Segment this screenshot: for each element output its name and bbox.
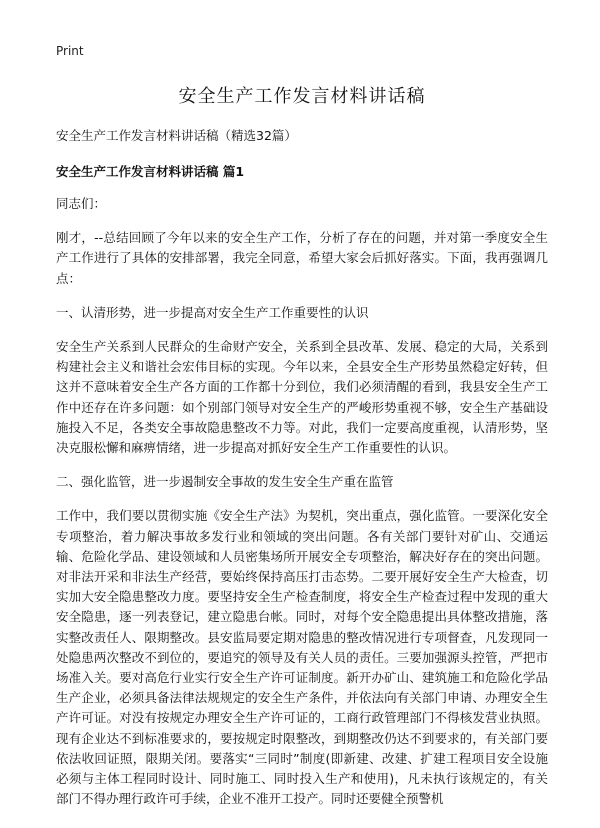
section-heading: 安全生产工作发言材料讲话稿 篇1 bbox=[56, 164, 245, 179]
heading-point-2: 二、强化监管，进一步遏制安全事故的发生安全生产重在监管 bbox=[56, 474, 394, 490]
heading-point-1: 一、认清形势，进一步提高对安全生产工作重要性的认识 bbox=[56, 304, 369, 320]
document-subtitle: 安全生产工作发言材料讲话稿（精选32篇） bbox=[56, 128, 297, 143]
print-label: Print bbox=[56, 44, 84, 58]
greeting: 同志们： bbox=[56, 196, 107, 211]
paragraph-intro: 刚才，--总结回顾了今年以来的安全生产工作，分析了存在的问题，并对第一季度安全生产工作进行了具体的安排部署，我完全同意，希望大家会后抓好落实。下面，我再强调几点： bbox=[56, 230, 548, 286]
paragraph-point-1: 安全生产关系到人民群众的生命财产安全，关系到全县改革、发展、稳定的大局，关系到构建社会主义和谐社会宏伟目标的实现。今年以来，全县安全生产形势虽然稳定好转，但这并不意味着安全生产各方面的工作都十分到位，我们必须清醒的看到，我县安全生产工作中还存在许多问题：如个别部门领导对安全生产的严峻形势重视不够，安全生产基础设施投入不足，各类安全事故隐患整改不力等。对此，我们一定要高度重视，认清形势，坚决克服松懈和麻痹情绪，进一步提高对抓好安全生产工作重要性的认识。 bbox=[56, 339, 548, 456]
document-title: 安全生产工作发言材料讲话稿 bbox=[178, 86, 426, 107]
paragraph-point-2: 工作中，我们要以贯彻实施《安全生产法》为契机，突出重点，强化监管。一要深化安全专项整治，着力解决事故多发行业和领域的突出问题。各有关部门要针对矿山、交通运输、危险化学品、建设领域和人员密集场所开展安全专项整治，解决好存在的突出问题。对非法开采和非法生产经营，要始终保持高压打击态势。二要开展好安全生产大检查，切实加大安全隐患整改力度。要坚持安全生产检查制度，将安全生产检查过程中发现的重大安全隐患，逐一列表登记，建立隐患台帐。同时，对每个安全隐患提出具体整改措施，落实整改责任人、限期整改。县安监局要定期对隐患的整改情况进行专项督查，凡发现同一处隐患两次整改不到位的，要追究的领导及有关人员的责任。三要加强源头控管，严把市场准入关。要对高危行业实行安全生产许可证制度。新开办矿山、建筑施工和危险化学品生产企业，必须具备法律法规规定的安全生产条件，并依法向有关部门申请、办理安全生产许可证。对没有按规定办理安全生产许可证的，工商行政管理部门不得核发营业执照。现有企业达不到标准要求的，要按规定时限整改，到期整改仍达不到要求的，有关部门要依法收回证照，限期关闭。要落实“三同时”制度(即新建、改建、扩建工程项目安全设施必须与主体工程同时设计、同时施工、同时投入生产和使用)，凡未执行该规定的，有关部门不得办理行政许可手续，企业不准开工投产。同时还要健全预警机 bbox=[56, 508, 548, 807]
